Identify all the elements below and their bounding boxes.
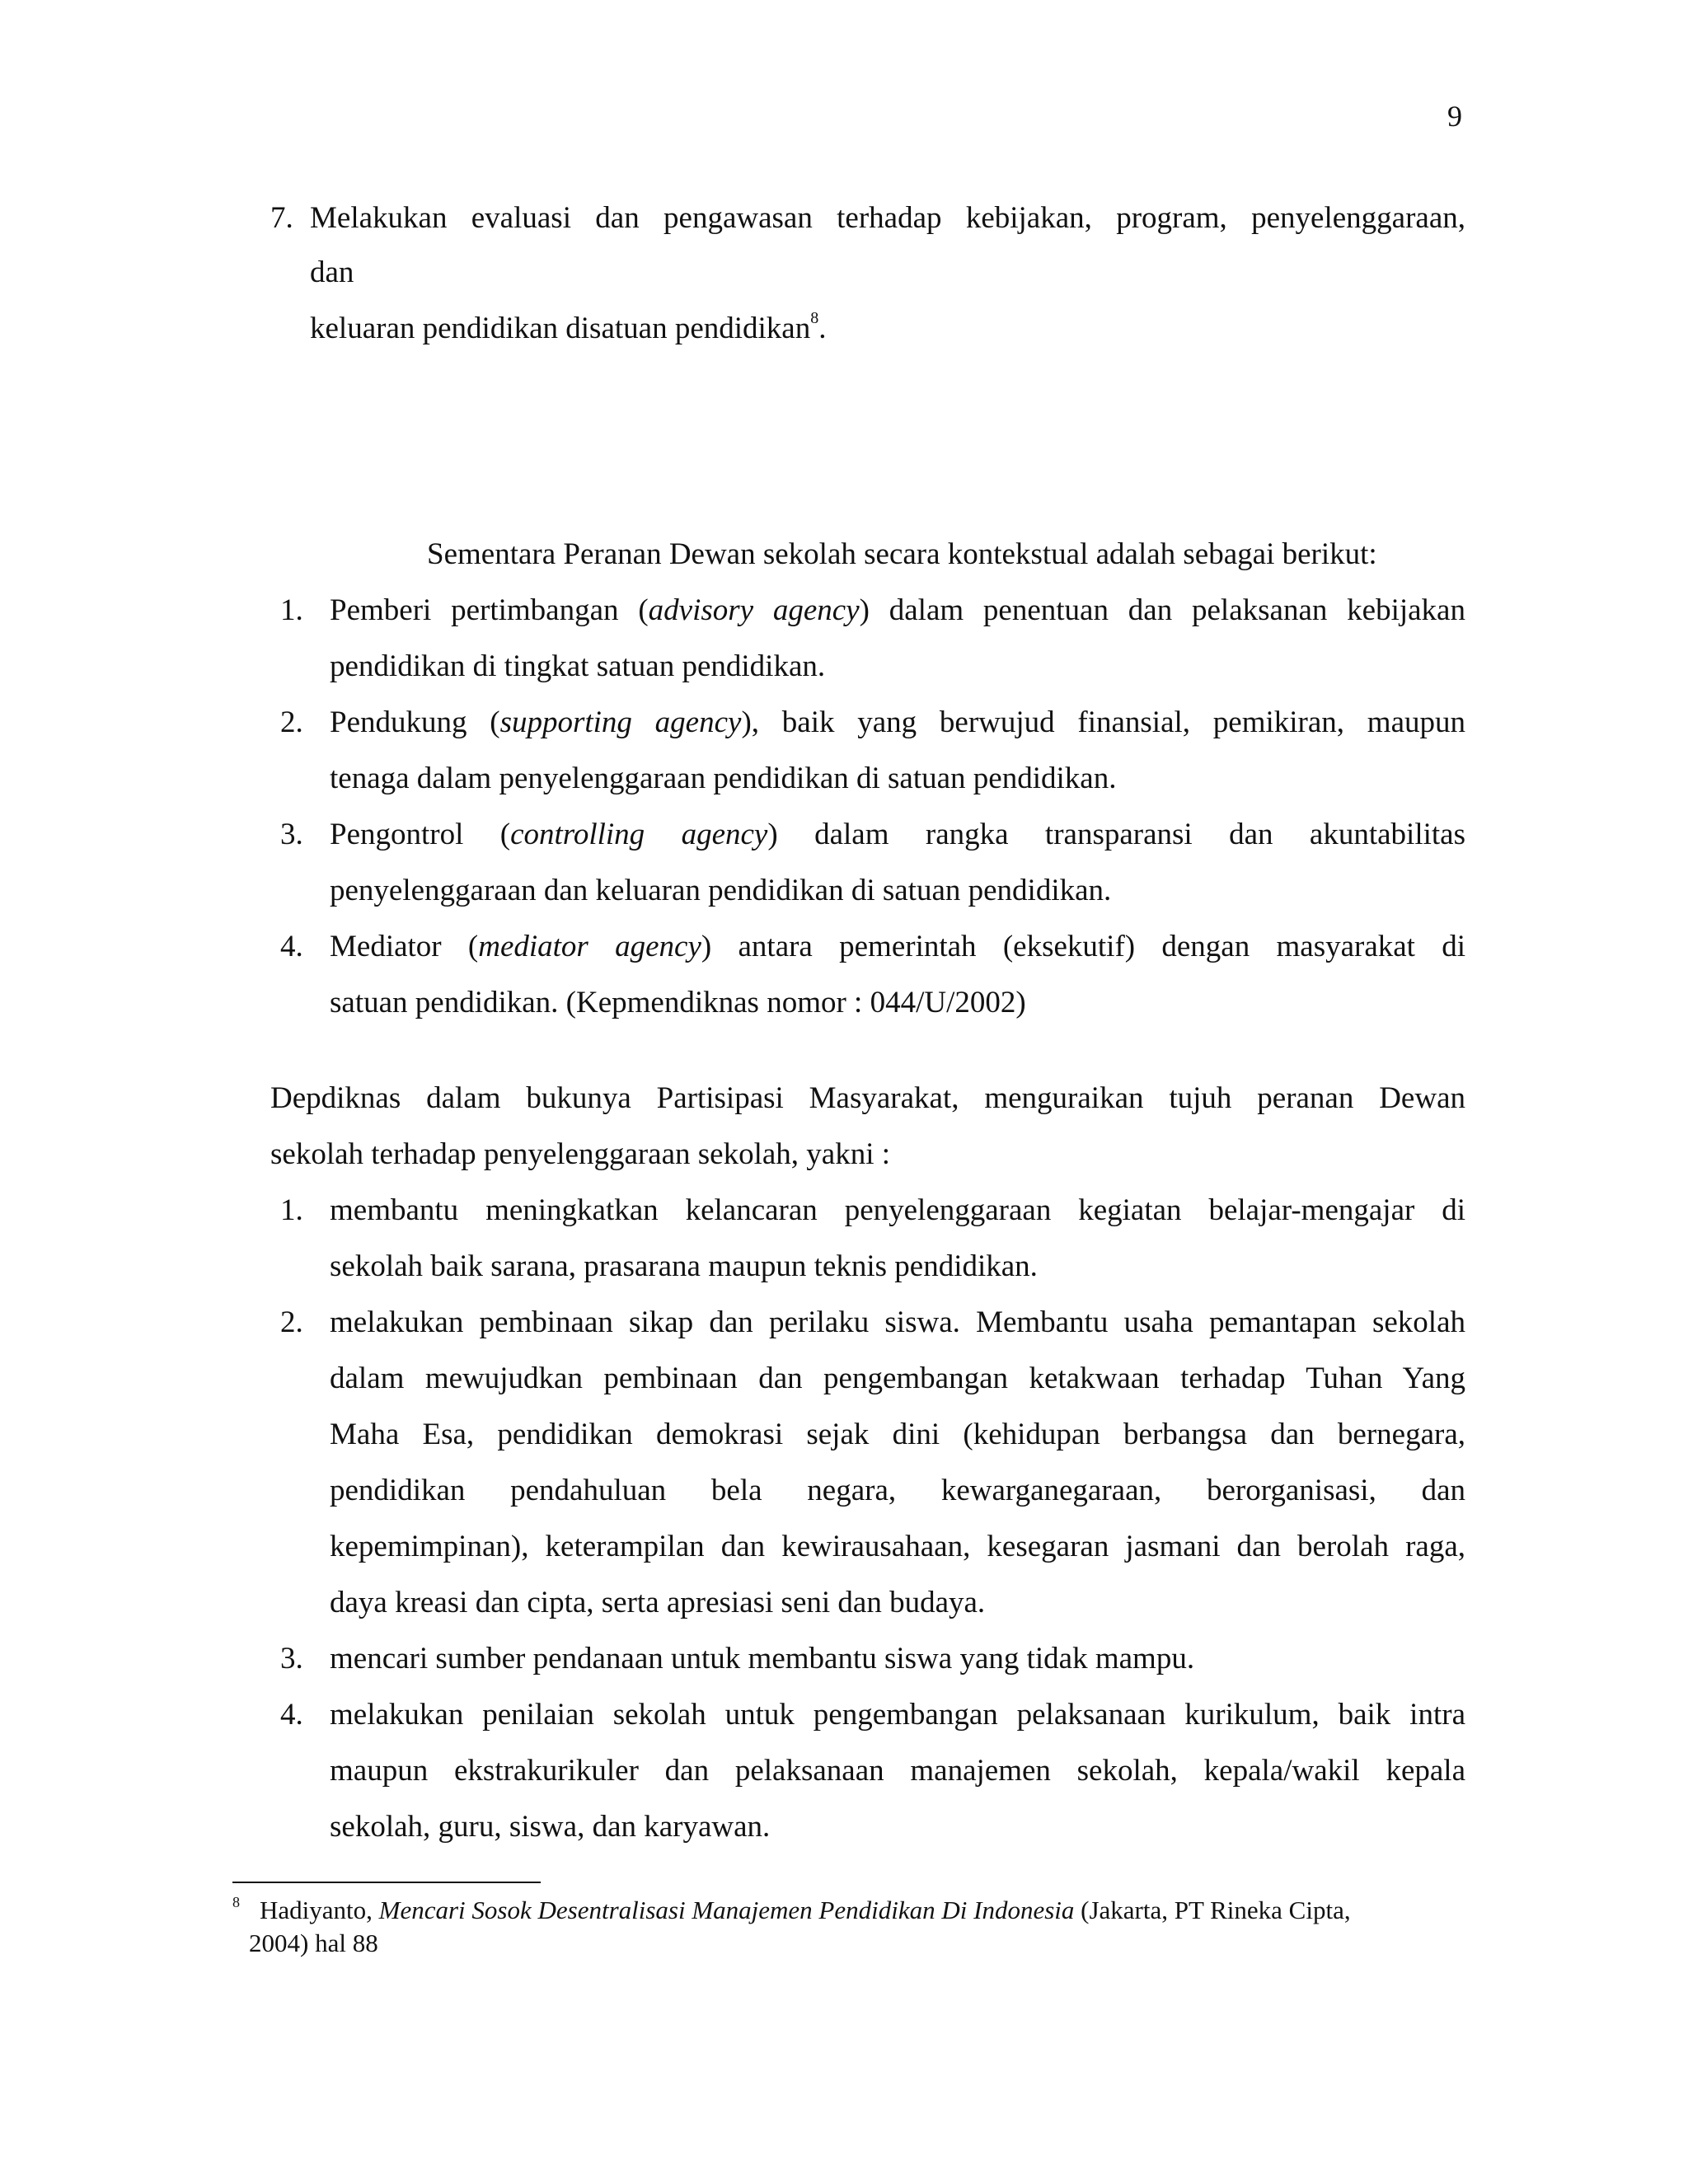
peranan-item-1-number: 1. [280, 593, 303, 627]
footnote-ref-8: 8 [810, 309, 819, 327]
depdiknas-item-1-line-2: sekolah baik sarana, prasarana maupun teknis pendidikan. [330, 1249, 1038, 1283]
peranan-item-2-line-1: Pendukung (supporting agency), baik yang berwujud finansial, pemikiran, maupun [330, 705, 1465, 739]
peranan-intro: Sementara Peranan Dewan sekolah secara kontekstual adalah sebagai berikut: [427, 537, 1377, 571]
depdiknas-item-2-line-6: daya kreasi dan cipta, serta apresiasi seni dan budaya. [330, 1586, 986, 1619]
peranan-item-1-line-1: Pemberi pertimbangan (advisory agency) dalam penentuan dan pelaksanan kebijakan [330, 593, 1465, 627]
peranan-item-4-line-1: Mediator (mediator agency) antara pemerintah (eksekutif) dengan masyarakat di [330, 930, 1466, 963]
peranan-item-3-line-2: penyelenggaraan dan keluaran pendidikan di satuan pendidikan. [330, 874, 1112, 907]
depdiknas-item-4-line-1: melakukan penilaian sekolah untuk pengembangan pelaksanaan kurikulum, baik intra [330, 1698, 1465, 1732]
depdiknas-item-2-line-5: kepemimpinan), keterampilan dan kewirausahaan, kesegaran jasmani dan berolah raga, [330, 1530, 1465, 1563]
depdiknas-item-1-number: 1. [280, 1193, 303, 1227]
peranan-item-2-number: 2. [280, 705, 303, 739]
depdiknas-item-3-number: 3. [280, 1642, 303, 1675]
footnote-line-2: 2004) hal 88 [249, 1929, 378, 1957]
depdiknas-item-4-number: 4. [280, 1698, 303, 1732]
depdiknas-item-4-line-2: maupun ekstrakurikuler dan pelaksanaan manajemen sekolah, kepala/wakil kepala [330, 1754, 1465, 1788]
item-7-line-2: dan [310, 255, 354, 289]
peranan-item-2-line-2: tenaga dalam penyelenggaraan pendidikan di satuan pendidikan. [330, 762, 1117, 795]
item-7-line-1: Melakukan evaluasi dan pengawasan terhadap kebijakan, program, penyelenggaraan, [310, 201, 1465, 235]
page-number: 9 [1447, 100, 1462, 133]
depdiknas-item-2-line-3: Maha Esa, pendidikan demokrasi sejak dini (kehidupan berbangsa dan bernegara, [330, 1418, 1465, 1451]
depdiknas-item-2-line-1: melakukan pembinaan sikap dan perilaku siswa. Membantu usaha pemantapan sekolah [330, 1305, 1465, 1339]
depdiknas-line-2: sekolah terhadap penyelenggaraan sekolah, yakni : [270, 1137, 891, 1171]
peranan-item-3-line-1: Pengontrol (controlling agency) dalam rangka transparansi dan akuntabilitas [330, 818, 1465, 851]
peranan-item-3-number: 3. [280, 818, 303, 851]
depdiknas-item-4-line-3: sekolah, guru, siswa, dan karyawan. [330, 1810, 771, 1844]
depdiknas-line-1: Depdiknas dalam bukunya Partisipasi Masyarakat, menguraikan tujuh peranan Dewan [270, 1081, 1465, 1115]
item-7-line-3: keluaran pendidikan disatuan pendidikan$^8$. [310, 309, 827, 345]
peranan-item-1-line-2: pendidikan di tingkat satuan pendidikan. [330, 649, 826, 683]
footnote-number: 8 [232, 1894, 240, 1910]
depdiknas-item-2-line-4: pendidikan pendahuluan bela negara, kewarganegaraan, berorganisasi, dan [330, 1474, 1465, 1507]
footnote-line-1: $^8$ Hadiyanto, Mencari Sosok Desentralisasi Manajemen Pendidikan Di Indonesia (Jakarta, PT Rineka Cipta, [232, 1894, 1351, 1924]
depdiknas-item-1-line-1: membantu meningkatkan kelancaran penyelenggaraan kegiatan belajar-mengajar di [330, 1193, 1465, 1227]
depdiknas-item-2-line-2: dalam mewujudkan pembinaan dan pengembangan ketakwaan terhadap Tuhan Yang [330, 1361, 1465, 1395]
peranan-item-4-number: 4. [280, 930, 303, 963]
depdiknas-item-2-number: 2. [280, 1305, 303, 1339]
peranan-item-4-line-2: satuan pendidikan. (Kepmendiknas nomor : 044/U/2002) [330, 986, 1026, 1019]
depdiknas-item-3-line-1: mencari sumber pendanaan untuk membantu siswa yang tidak mampu. [330, 1642, 1195, 1675]
footnote-separator [232, 1882, 541, 1883]
item-7-number: 7. [270, 201, 293, 235]
